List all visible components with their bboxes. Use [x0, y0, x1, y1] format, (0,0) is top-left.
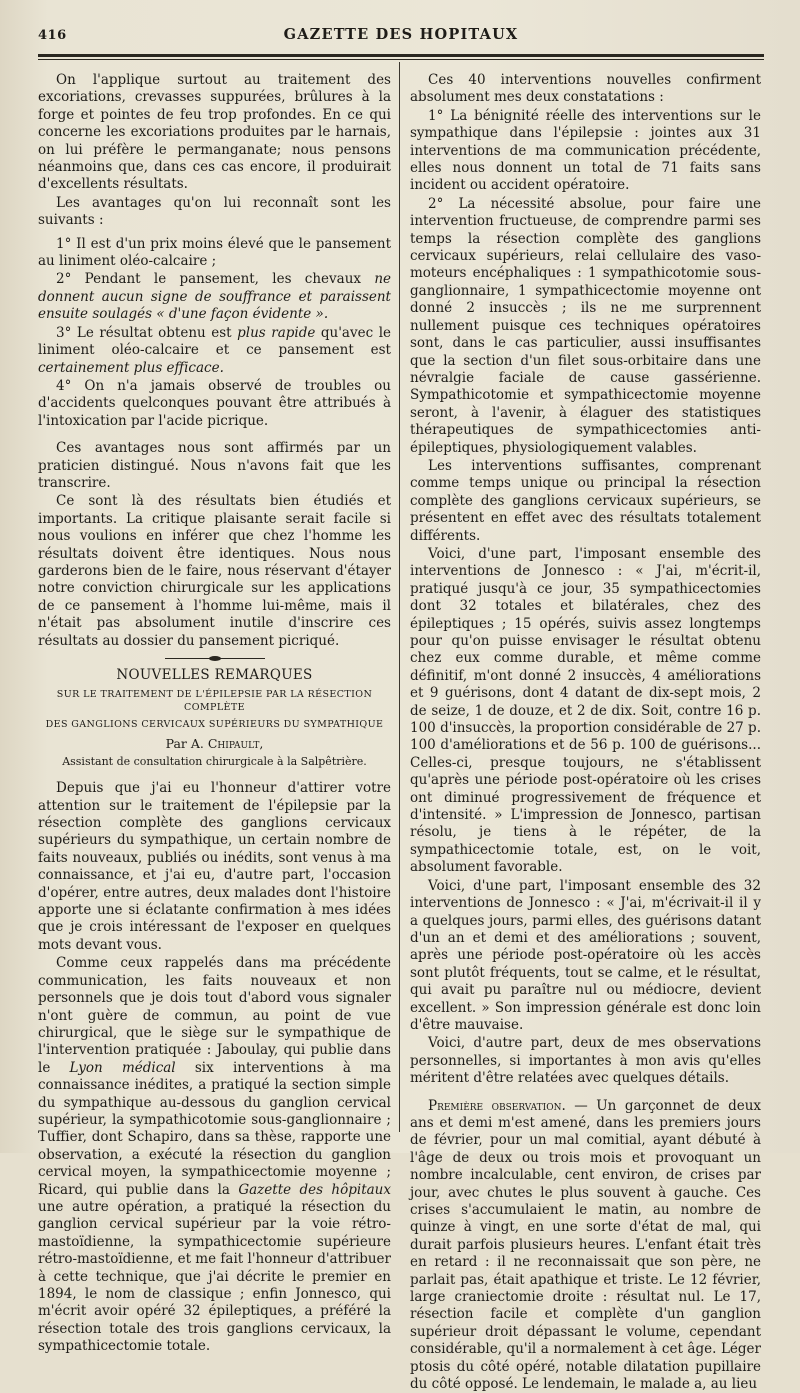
paragraph: 1° La bénignité réelle des interventions sur le sympathique dans l'épilepsie : jointes aux 31 interventions de ma communication précédente, elles nous donnent un total de 71 faits sans incident ou accident opératoire. [410, 107, 761, 194]
header-rule-thin [38, 59, 764, 60]
journal-title: GAZETTE DES HOPITAUX [283, 26, 519, 43]
emphasis: certainement plus efficace. [38, 359, 224, 376]
paragraph: Voici, d'autre part, deux de mes observations personnelles, si importantes à mon avis qu'elles méritent d'être relatées avec quelques détails. [410, 1035, 761, 1087]
author-byline: Par A. Chipault, [165, 736, 264, 752]
list-item: 4° On n'a jamais observé de troubles ou d'accidents quelconques pouvant être attribués à l'intoxication par l'acide picrique. [38, 377, 391, 429]
emphasis: plus rapide [237, 324, 316, 341]
paragraph: Voici, d'une part, l'imposant ensemble des 32 interventions de Jonnesco : « J'ai, m'écrivait-il il y a quelques jours, parmi elles, des guérisons datant d'un an et demi et des améliorations ; souvent, après une période post-opératoire où les accès sont plutôt fréquents, tout se calme, et le résultat, qui avait pu paraître nul ou médiocre, devient excellent. » Son impression générale est donc loin d'être mauvaise. [410, 877, 761, 1033]
section-subtitle-1: SUR LE TRAITEMENT DE L'ÉPILEPSIE PAR LA RÉSECTION COMPLÈTE [56, 689, 373, 714]
section-title: NOUVELLES REMARQUES [116, 667, 313, 683]
paragraph: 2° La nécessité absolue, pour faire une intervention fructueuse, de comprendre parmi ses temps la résection complète des ganglions cervicaux supérieurs, relai cellulaire des vaso-moteurs encéphaliques : 1 sympathicotomie sous-ganglionnaire, 1 sympathicectomie moyenne ont donné 2 insuccès ; ils ne me surprennent nullement puisque ces techniques opératoires sont, dans le cas particulier, aussi insuffisantes que la section d'un filet sous-orbitaire dans une névralgie faciale de cause gassérienne. Sympathicotomie et sympathicectomie moyenne seront, à l'avenir, à élaguer des statistiques thérapeutiques de sympathicectomies anti-épileptiques, physiologiquement valables. [410, 195, 761, 456]
right-column [400, 72, 762, 1393]
list-item: 2° Pendant le pansement, les chevaux ne donnent aucun signe de souffrance et paraissent ensuite soulagés « d'une façon évidente ». [38, 271, 391, 323]
paragraph: Comme ceux rappelés dans ma précédente communication, les faits nouveaux et non personnels que je dois tout d'abord vous signaler n'ont guère de commun, au point de vue chirurgical, que le siège sur le sympathique de l'intervention pratiquée : Jaboulay, qui publie dans le Lyon médical six interventions à ma connaissance inédites, a pratiqué la section simple du sympathique au-dessous du ganglion cervical supérieur, la sympathicotomie sous-ganglionnaire ; Tuffier, dont Schapiro, dans sa thèse, rapporte une observation, a exécuté la résection du ganglion cervical moyen, la sympathicectomie moyenne ; Ricard, qui publie dans la Gazette des hôpitaux une autre opération, a pratiqué la résection du ganglion cervical supérieur par la voie rétro-mastoïdienne, la sympathicectomie supérieure rétro-mastoïdienne, et me fait l'honneur d'attribuer à cette technique, que j'ai décrite le premier en 1894, le nom de classique ; enfin Jonnesco, qui m'écrit avoir opéré 32 épileptiques, a préféré la résection totale des trois ganglions cervicaux, la sympathicectomie totale. [38, 955, 391, 1355]
paragraph: Ces avantages nous sont affirmés par un praticien distingué. Nous n'avons fait que les transcrire. [38, 440, 391, 491]
page-number: 416 [38, 28, 67, 43]
paragraph: Depuis que j'ai eu l'honneur d'attirer votre attention sur le traitement de l'épilepsie par la résection complète des ganglions cervicaux supérieurs du sympathique, un certain nombre de faits nouveaux, publiés ou inédits, sont venus à ma connaissance, et j'ai eu, d'autre part, l'occasion d'opérer, entre autres, deux malades dont l'histoire apporte une si éclatante confirmation à mes idées que je crois intéressant de l'exposer en quelques mots devant vous. [38, 780, 391, 953]
paragraph: Ces 40 interventions nouvelles confirment absolument mes deux constatations : [410, 72, 761, 106]
page-header [38, 20, 764, 48]
list-item: 3° Le résultat obtenu est plus rapide qu'avec le liniment oléo-calcaire et ce pansement est certainement plus efficace. [38, 324, 391, 376]
paragraph: On l'applique surtout au traitement des excoriations, crevasses suppurées, brûlures à la forge et pointes de feu trop profondes. En ce qui concerne les excoriations produites par le harnais, on lui préfère le permanganate; nous pensons néanmoins que, dans ces cas encore, il produirait d'excellents résultats. [38, 72, 391, 193]
paragraph: Voici, d'une part, l'imposant ensemble des interventions de Jonnesco : « J'ai, m'écrit-il, pratiqué jusqu'à ce jour, 35 sympathicectomies dont 32 totales et bilatérales, chez des épileptiques ; 15 opérés, suivis assez longtemps pour qu'on puisse envisager le résultat obtenu chez eux comme durable, et même comme définitif, m'ont donné 2 insuccès, 4 améliorations et 9 guérisons, dont 4 datant de dix-sept mois, 2 de seize, 1 de douze, et 2 de dix. Soit, contre 16 p. 100 d'insuccès, la proportion considérable de 27 p. 100 d'améliorations et de 56 p. 100 de guérisons... Celles-ci, presque toujours, ne s'établissent qu'après une période post-opératoire où les crises ont diminué progressivement de fréquence et d'intensité. » L'impression de Jonnesco, partisan résolu, je tiens à le répéter, de la sympathicectomie totale, est, on le voit, absolument favorable. [410, 545, 761, 876]
author-name: Chipault, [207, 736, 264, 752]
emphasis: ne donnent aucun signe de souffrance et paraissent ensuite soulagés « d'une façon évidente ». [38, 271, 391, 323]
left-column [38, 72, 399, 1355]
observation-paragraph: Première observation. — Un garçonnet de deux ans et demi m'est amené, dans les premiers jours de février, pour un mal comitial, ayant débuté à l'âge de deux ou trois mois et provoquant un nombre incalculable, cent environ, de crises par jour, avec chutes le plus souvent à gauche. Ces crises s'accumulaient le matin, au nombre de quinze à vingt, en une sorte d'état de mal, qui durait parfois plusieurs heures. L'enfant était très en retard : il ne reconnaissait que son père, ne parlait pas, était apathique et triste. Le 12 février, large craniectomie droite : résultat nul. Le 17, résection facile et complète d'un ganglion supérieur droit dépassant le volume, cependant considérable, qu'il a normalement à cet âge. Léger ptosis du côté opéré, notable dilatation pupillaire du côté opposé. Le lendemain, le malade a, au lieu [410, 1097, 762, 1393]
paragraph: Ce sont là des résultats bien étudiés et importants. La critique plaisante serait facile si nous voulions en inférer que chez l'homme les résultats doivent être identiques. Nous nous garderons bien de le faire, nous réservant d'étayer notre conviction chirurgicale sur les applications de ce pansement à l'homme lui-même, mais il n'était pas absolument inutile d'inscrire ces résultats au dossier du pansement picriqué. [38, 493, 391, 649]
section-separator [165, 658, 265, 661]
observation-label: Première observation. [428, 1097, 566, 1114]
list-item: 1° Il est d'un prix moins élevé que le pansement au liniment oléo-calcaire ; [38, 235, 391, 270]
author-affiliation: Assistant de consultation chirurgicale à la Salpêtrière. [62, 754, 367, 768]
header-rule-thick [38, 54, 764, 57]
paragraph: Les avantages qu'on lui reconnaît sont les suivants : [38, 194, 391, 229]
paragraph: Les interventions suffisantes, comprenant comme temps unique ou principal la résection complète des ganglions cervicaux supérieurs, se présentent en effet avec des résultats totalement différents. [410, 457, 761, 544]
journal-name: Gazette des hôpitaux [238, 1181, 391, 1198]
two-column-body [38, 72, 764, 1393]
section-subtitle-2: DES GANGLIONS CERVICAUX SUPÉRIEURS DU SYMPATHIQUE [45, 719, 384, 731]
journal-name: Lyon médical [69, 1059, 176, 1076]
